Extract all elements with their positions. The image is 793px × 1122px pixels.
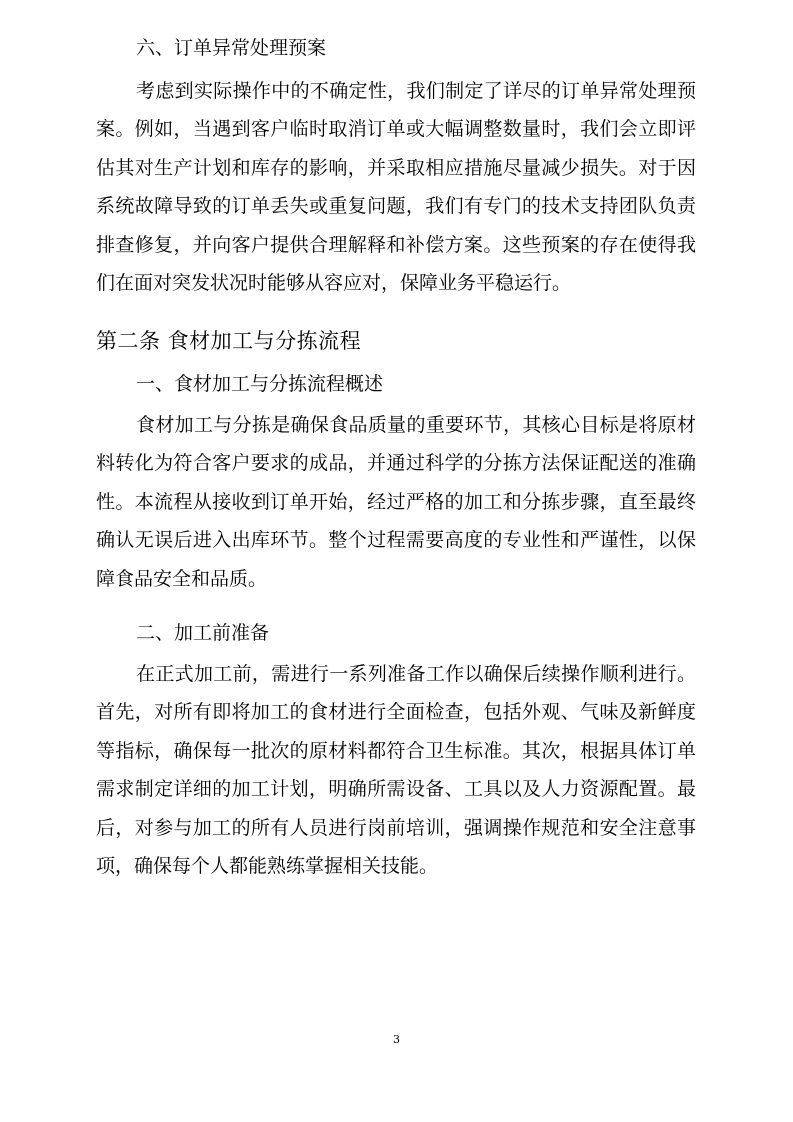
paragraph-overview: 食材加工与分拣是确保食品质量的重要环节，其核心目标是将原材料转化为符合客户要求的成品，并通过科学的分拣方法保证配送的准确性。本流程从接收到订单开始，经过严格的加工和分拣步骤，直至最终确认无误后进入出库环节。整个过程需要高度的专业性和严谨性，以保障食品安全和品质。 (96, 414, 696, 590)
paragraph-preparation: 在正式加工前，需进行一系列准备工作以确保后续操作顺利进行。首先，对所有即将加工的食材进行全面检查，包括外观、气味及新鲜度等指标，确保每一批次的原材料都符合卫生标准。其次，根据具体订单需求制定详细的加工计划，明确所需设备、工具以及人力资源配置。最后，对参与加工的所有人员进行岗前培训，强调操作规范和安全注意事项，确保每个人都能熟练掌握相关技能。 (96, 663, 696, 878)
section-heading-order-exception: 六、订单异常处理预案 (136, 37, 327, 59)
article-title: 第二条 食材加工与分拣流程 (96, 329, 362, 353)
page-number: 3 (393, 1033, 400, 1046)
section-heading-overview: 一、食材加工与分拣流程概述 (136, 373, 384, 395)
section-heading-preparation: 二、加工前准备 (136, 622, 270, 644)
paragraph-order-exception: 考虑到实际操作中的不确定性，我们制定了详尽的订单异常处理预案。例如，当遇到客户临时取消订单或大幅调整数量时，我们会立即评估其对生产计划和库存的影响，并采取相应措施尽量减少损失。对于因系统故障导致的订单丢失或重复问题，我们有专门的技术支持团队负责排查修复，并向客户提供合理解释和补偿方案。这些预案的存在使得我们在面对突发状况时能够从容应对，保障业务平稳运行。 (96, 80, 696, 295)
